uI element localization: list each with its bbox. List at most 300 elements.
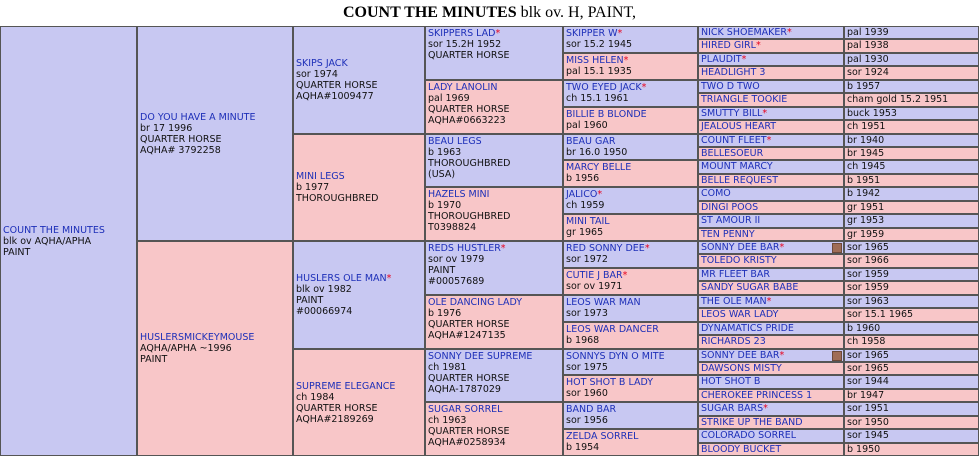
gen6-info-cell	[844, 53, 979, 66]
horse-info: sor 1956	[566, 415, 608, 426]
gen6-info-cell	[844, 429, 979, 443]
horse-name-line	[701, 54, 746, 65]
horse-name-line	[701, 81, 760, 92]
horse-name-link[interactable]: NICK SHOEMAKER	[701, 27, 787, 38]
registry-star: *	[622, 270, 628, 281]
gen6-info-cell	[844, 147, 979, 160]
horse-info: sor 1960	[566, 388, 608, 399]
pedigree-cell-gen5	[563, 53, 698, 80]
gen6-name-cell	[698, 375, 844, 389]
gen6-info-cell	[844, 349, 979, 362]
title-description: blk ov. H, PAINT,	[520, 4, 637, 21]
horse-name-link[interactable]: SUGAR BARS	[701, 403, 764, 414]
horse-name-link[interactable]: LADY LANOLIN	[428, 82, 498, 93]
horse-name-line	[701, 350, 784, 361]
gen6-name-cell	[698, 26, 844, 39]
registry-star: *	[641, 82, 647, 93]
gen6-info-cell	[844, 120, 979, 134]
horse-name-link[interactable]: HOT SHOT B	[701, 376, 761, 387]
horse-name-link[interactable]: DO YOU HAVE A MINUTE	[140, 111, 256, 123]
pedigree-cell-gen4	[425, 134, 563, 187]
horse-name-line	[701, 135, 771, 146]
horse-info: QUARTER HORSE	[428, 104, 510, 115]
horse-info: (USA)	[428, 169, 456, 180]
horse-name-line	[701, 444, 781, 455]
horse-info: sor 1974	[296, 69, 338, 80]
gen6-info-cell	[844, 389, 979, 402]
horse-name-line	[566, 136, 695, 147]
horse-name-line	[566, 243, 695, 254]
gen6-name-cell	[698, 147, 844, 160]
horse-name-line	[296, 273, 422, 284]
horse-name-line	[428, 82, 560, 93]
horse-name-line	[428, 28, 560, 39]
horse-name-line	[701, 148, 763, 159]
horse-name-link[interactable]: SONNY DEE SUPREME	[428, 351, 533, 362]
horse-name-line	[701, 430, 796, 441]
horse-info: b 1960	[847, 323, 881, 334]
horse-name-link[interactable]: SMUTTY BILL	[701, 108, 763, 119]
pedigree-cell-gen5	[563, 295, 698, 322]
pedigree-cell-gen4	[425, 241, 563, 295]
gen6-info-cell	[844, 187, 979, 201]
horse-name-link[interactable]: LEOS WAR LADY	[701, 309, 779, 320]
horse-name-link[interactable]: BEAU GAR	[566, 136, 616, 147]
horse-info: sor 1959	[847, 282, 889, 293]
horse-name-line	[140, 332, 290, 343]
pedigree-cell-gen5	[563, 375, 698, 402]
color-swatch-icon	[832, 351, 842, 361]
horse-name-line	[428, 297, 560, 308]
horse-name-line	[428, 404, 560, 415]
horse-name-line	[296, 171, 422, 182]
horse-name-line	[566, 351, 695, 362]
horse-name-link[interactable]: SKIPPERS LAD	[428, 28, 496, 39]
gen6-name-cell	[698, 349, 844, 362]
horse-name-line	[566, 162, 695, 173]
horse-name-link[interactable]: RED SONNY DEE	[566, 243, 645, 254]
horse-info: sor 15.2H 1952	[428, 39, 502, 50]
gen6-info-cell	[844, 362, 979, 375]
horse-info: pal 1939	[847, 27, 889, 38]
horse-info: QUARTER HORSE	[428, 426, 510, 437]
horse-name-line	[428, 351, 560, 362]
horse-info: AQHA#0258934	[428, 437, 506, 448]
horse-name-link[interactable]: LEOS WAR DANCER	[566, 324, 659, 335]
horse-info: pal 1960	[566, 120, 608, 131]
gen6-name-cell	[698, 362, 844, 375]
horse-info: ch 1959	[566, 200, 605, 211]
pedigree-cell-gen3	[293, 26, 425, 134]
horse-name-link[interactable]: MARCY BELLE	[566, 162, 632, 173]
horse-info: br 1940	[847, 135, 885, 146]
gen6-name-cell	[698, 66, 844, 80]
gen6-info-cell	[844, 281, 979, 295]
horse-info: sor 1972	[566, 254, 608, 265]
gen6-name-cell	[698, 322, 844, 335]
horse-name-link[interactable]: COUNT THE MINUTES	[3, 224, 105, 236]
pedigree-cell-gen5	[563, 160, 698, 187]
gen6-name-cell	[698, 93, 844, 107]
gen6-name-cell	[698, 228, 844, 241]
horse-name-link[interactable]: THE OLE MAN	[701, 296, 767, 307]
horse-info: AQHA#1247135	[428, 330, 506, 341]
horse-info: THOROUGHBRED	[428, 211, 511, 222]
gen6-info-cell	[844, 308, 979, 322]
horse-name-link[interactable]: SONNY DEE BAR	[701, 350, 780, 361]
horse-name-link[interactable]: DYNAMATICS PRIDE	[701, 323, 794, 334]
registry-star: *	[741, 54, 747, 65]
pedigree-cell-gen5	[563, 429, 698, 456]
registry-star: *	[762, 108, 768, 119]
horse-name-link[interactable]: TRIANGLE TOOKIE	[701, 94, 788, 105]
gen6-name-cell	[698, 254, 844, 268]
horse-info: b 1950	[847, 444, 881, 455]
horse-name-line	[566, 55, 695, 66]
horse-info: b 1957	[847, 81, 881, 92]
horse-info: br 16.0 1950	[566, 147, 628, 158]
horse-name-link[interactable]: LEOS WAR MAN	[566, 297, 641, 308]
horse-name-line	[701, 309, 778, 320]
pedigree-cell-gen1	[0, 26, 137, 456]
horse-info: gr 1959	[847, 229, 885, 240]
horse-name-link[interactable]: SUPREME ELEGANCE	[296, 380, 396, 392]
horse-name-line	[296, 381, 422, 392]
horse-name-line	[701, 255, 777, 266]
horse-info: sor 1959	[847, 269, 889, 280]
horse-name-link[interactable]: MINI LEGS	[296, 171, 345, 182]
horse-name-line	[296, 58, 422, 69]
horse-info: QUARTER HORSE	[296, 402, 378, 414]
horse-name-link[interactable]: CUTIE J BAR	[566, 270, 623, 281]
gen6-name-cell	[698, 53, 844, 66]
horse-info: sor 1975	[566, 362, 608, 373]
horse-name-link[interactable]: BELLESOEUR	[701, 148, 764, 159]
horse-name-line	[566, 431, 695, 442]
gen6-name-cell	[698, 160, 844, 174]
gen6-info-cell	[844, 443, 979, 456]
gen6-name-cell	[698, 429, 844, 443]
horse-info: sor ov 1979	[428, 254, 485, 265]
horse-name-line	[140, 112, 290, 123]
horse-info: cham gold 15.2 1951	[847, 94, 949, 105]
horse-name-line	[566, 377, 695, 388]
horse-info: br 17 1996	[140, 122, 193, 134]
horse-name-line	[701, 376, 760, 387]
horse-name-line	[701, 390, 812, 401]
gen6-name-cell	[698, 416, 844, 429]
pedigree-cell-gen4	[425, 187, 563, 241]
horse-info: sor 15.2 1945	[566, 39, 633, 50]
horse-name-link[interactable]: SANDY SUGAR BABE	[701, 282, 799, 293]
horse-name-link[interactable]: DINGI POOS	[701, 202, 759, 213]
pedigree-cell-gen3	[293, 349, 425, 456]
horse-name-link[interactable]: REDS HUSTLER	[428, 243, 501, 254]
horse-info: QUARTER HORSE	[428, 373, 510, 384]
gen6-info-cell	[844, 254, 979, 268]
pedigree-cell-gen3	[293, 134, 425, 241]
horse-name-line	[701, 161, 773, 172]
horse-name-link[interactable]: COMO	[701, 188, 731, 199]
registry-star: *	[623, 55, 629, 66]
horse-name-line	[566, 189, 695, 200]
horse-name-link[interactable]: STRIKE UP THE BAND	[701, 417, 803, 428]
horse-name-link[interactable]: BAND BAR	[566, 404, 617, 415]
gen6-name-cell	[698, 295, 844, 308]
horse-name-line	[701, 363, 782, 374]
gen6-info-cell	[844, 214, 979, 228]
horse-name-line	[701, 296, 771, 307]
horse-name-link[interactable]: TWO D TWO	[701, 81, 760, 92]
horse-name-line	[701, 229, 755, 240]
horse-name-line	[566, 404, 695, 415]
pedigree-cell-gen5	[563, 241, 698, 268]
horse-info: b 1968	[566, 335, 600, 346]
horse-info: sor 1944	[847, 376, 889, 387]
horse-info: buck 1953	[847, 108, 897, 119]
pedigree-cell-gen5	[563, 268, 698, 295]
horse-name-line	[701, 40, 761, 51]
horse-name-line	[566, 297, 695, 308]
gen6-name-cell	[698, 120, 844, 134]
horse-name-link[interactable]: SUGAR SORREL	[428, 404, 503, 415]
gen6-name-cell	[698, 335, 844, 349]
horse-name-link[interactable]: SONNYS DYN O MITE	[566, 351, 665, 362]
horse-info: pal 1969	[428, 93, 470, 104]
horse-name-line	[701, 94, 787, 105]
horse-info: AQHA/APHA ~1996	[140, 343, 232, 354]
horse-info: gr 1965	[566, 227, 604, 238]
horse-name-link[interactable]: ST AMOUR II	[701, 215, 761, 226]
horse-info: sor 1963	[847, 296, 889, 307]
horse-info: AQHA-1787029	[428, 384, 501, 395]
horse-name-line	[701, 188, 731, 199]
gen6-info-cell	[844, 201, 979, 214]
horse-info: ch 1984	[296, 391, 335, 403]
gen6-name-cell	[698, 187, 844, 201]
horse-name-line	[428, 243, 560, 254]
horse-name-line	[566, 28, 695, 39]
horse-name-line	[701, 323, 794, 334]
gen6-info-cell	[844, 80, 979, 93]
pedigree-cell-gen2	[137, 241, 293, 456]
horse-info: ch 1951	[847, 121, 886, 132]
horse-name-link[interactable]: HUSLERS OLE MAN	[296, 273, 387, 284]
gen6-info-cell	[844, 268, 979, 281]
horse-info: sor 1973	[566, 308, 608, 319]
horse-info: sor 1951	[847, 403, 889, 414]
horse-name-link[interactable]: BILLIE B BLONDE	[566, 109, 647, 120]
horse-info: #00066974	[296, 306, 353, 317]
horse-info: gr 1951	[847, 202, 885, 213]
horse-name-line	[701, 242, 784, 253]
horse-info: QUARTER HORSE	[140, 133, 222, 145]
horse-name-line	[701, 175, 778, 186]
horse-info: sor 1965	[847, 242, 889, 253]
horse-info: PAINT	[3, 246, 31, 258]
horse-info: #00057689	[428, 276, 485, 287]
horse-name-link[interactable]: BLOODY BUCKET	[701, 444, 782, 455]
gen6-name-cell	[698, 214, 844, 228]
horse-info: blk ov AQHA/APHA	[3, 235, 92, 247]
horse-info: br 1945	[847, 148, 885, 159]
horse-info: PAINT	[296, 295, 324, 306]
gen6-info-cell	[844, 134, 979, 147]
gen6-name-cell	[698, 308, 844, 322]
gen6-info-cell	[844, 26, 979, 39]
horse-name-link[interactable]: BELLE REQUEST	[701, 175, 778, 186]
horse-info: sor 1924	[847, 67, 889, 78]
horse-name-link[interactable]: ZELDA SORREL	[566, 431, 639, 442]
horse-name-line	[701, 336, 766, 347]
horse-name-line	[701, 282, 798, 293]
gen6-name-cell	[698, 107, 844, 120]
pedigree-cell-gen4	[425, 402, 563, 456]
registry-star: *	[786, 27, 792, 38]
gen6-name-cell	[698, 174, 844, 187]
horse-info: pal 1938	[847, 40, 889, 51]
registry-star: *	[617, 28, 623, 39]
pedigree-cell-gen5	[563, 26, 698, 53]
registry-star: *	[386, 273, 392, 284]
pedigree-cell-gen4	[425, 26, 563, 80]
horse-name-link[interactable]: JEALOUS HEART	[701, 121, 777, 132]
horse-info: T0398824	[428, 222, 477, 233]
horse-name-link[interactable]: PLAUDIT	[701, 54, 742, 65]
horse-name-link[interactable]: MINI TAIL	[566, 216, 610, 227]
horse-name-link[interactable]: SONNY DEE BAR	[701, 242, 780, 253]
gen6-name-cell	[698, 389, 844, 402]
horse-name-line	[566, 109, 695, 120]
gen6-info-cell	[844, 416, 979, 429]
horse-name-link[interactable]: SKIPS JACK	[296, 58, 348, 69]
pedigree-cell-gen4	[425, 295, 563, 349]
gen6-info-cell	[844, 160, 979, 174]
color-swatch-icon	[832, 243, 842, 253]
horse-info: AQHA#0663223	[428, 115, 506, 126]
horse-name-link[interactable]: DAWSONS MISTY	[701, 363, 782, 374]
horse-info: b 1963	[428, 147, 462, 158]
horse-info: b 1951	[847, 175, 881, 186]
horse-info: PAINT	[428, 265, 456, 276]
horse-info: b 1942	[847, 188, 881, 199]
gen6-info-cell	[844, 93, 979, 107]
horse-name-line	[566, 270, 695, 281]
horse-name-link[interactable]: COLORADO SORREL	[701, 430, 797, 441]
horse-name-link[interactable]: RICHARDS 23	[701, 336, 766, 347]
horse-name-link[interactable]: MOUNT MARCY	[701, 161, 773, 172]
gen6-name-cell	[698, 241, 844, 254]
gen6-name-cell	[698, 201, 844, 214]
gen6-info-cell	[844, 174, 979, 187]
horse-name-line	[428, 189, 560, 200]
horse-name-link[interactable]: MR FLEET BAR	[701, 269, 771, 280]
horse-name-line	[701, 202, 758, 213]
horse-name-link[interactable]: CHEROKEE PRINCESS 1	[701, 390, 813, 401]
horse-info: b 1954	[566, 442, 600, 453]
horse-info: THOROUGHBRED	[296, 193, 379, 204]
horse-name-link[interactable]: COUNT FLEET	[701, 135, 767, 146]
gen6-name-cell	[698, 268, 844, 281]
gen6-info-cell	[844, 107, 979, 120]
horse-name-link[interactable]: HEADLIGHT 3	[701, 67, 766, 78]
horse-info: pal 1930	[847, 54, 889, 65]
gen6-name-cell	[698, 402, 844, 416]
horse-name-link[interactable]: HOT SHOT B LADY	[566, 377, 654, 388]
pedigree-cell-gen5	[563, 80, 698, 107]
gen6-name-cell	[698, 443, 844, 456]
horse-info: THOROUGHBRED	[428, 158, 511, 169]
pedigree-cell-gen5	[563, 187, 698, 214]
gen6-info-cell	[844, 66, 979, 80]
horse-name-line	[701, 269, 770, 280]
registry-star: *	[644, 243, 650, 254]
horse-name-line	[566, 82, 695, 93]
pedigree-cell-gen5	[563, 214, 698, 241]
horse-info: b 1970	[428, 200, 462, 211]
gen6-info-cell	[844, 335, 979, 349]
horse-name-link[interactable]: JALICO	[566, 189, 598, 200]
horse-name-link[interactable]: TWO EYED JACK	[566, 82, 642, 93]
horse-name-line	[701, 67, 765, 78]
horse-info: gr 1953	[847, 215, 885, 226]
horse-info: QUARTER HORSE	[428, 50, 510, 61]
registry-star: *	[779, 242, 785, 253]
pedigree-title	[0, 0, 979, 26]
horse-name-link[interactable]: TEN PENNY	[701, 229, 755, 240]
horse-info: PAINT	[140, 354, 168, 365]
pedigree-chart	[0, 26, 979, 456]
gen6-info-cell	[844, 402, 979, 416]
horse-info: b 1977	[296, 182, 330, 193]
pedigree-cell-gen2	[137, 26, 293, 241]
title-horse-name: COUNT THE MINUTES	[342, 4, 517, 21]
horse-name-link[interactable]: SKIPPER W	[566, 28, 618, 39]
horse-name-link[interactable]: HIRED GIRL	[701, 40, 756, 51]
gen6-info-cell	[844, 322, 979, 335]
gen6-info-cell	[844, 39, 979, 53]
pedigree-cell-gen5	[563, 322, 698, 349]
horse-name-link[interactable]: TOLEDO KRISTY	[701, 255, 777, 266]
horse-info: b 1956	[566, 173, 600, 184]
horse-info: ch 1981	[428, 362, 467, 373]
horse-name-line	[3, 225, 134, 236]
horse-info: ch 15.1 1961	[566, 93, 629, 104]
horse-name-link[interactable]: BEAU LEGS	[428, 136, 482, 147]
registry-star: *	[766, 135, 772, 146]
horse-info: ch 1963	[428, 415, 467, 426]
gen6-info-cell	[844, 375, 979, 389]
pedigree-cell-gen5	[563, 402, 698, 429]
horse-info: sor ov 1971	[566, 281, 623, 292]
horse-name-line	[701, 121, 776, 132]
gen6-info-cell	[844, 295, 979, 308]
gen6-info-cell	[844, 228, 979, 241]
horse-name-link[interactable]: MISS HELEN	[566, 55, 624, 66]
horse-name-link[interactable]: OLE DANCING LADY	[428, 297, 523, 308]
registry-star: *	[779, 350, 785, 361]
registry-star: *	[755, 40, 761, 51]
registry-star: *	[500, 243, 506, 254]
horse-name-line	[701, 417, 803, 428]
horse-info: ch 1958	[847, 336, 886, 347]
horse-info: sor 1945	[847, 430, 889, 441]
horse-name-link[interactable]: HAZELS MINI	[428, 189, 490, 200]
horse-name-line	[428, 136, 560, 147]
pedigree-cell-gen3	[293, 241, 425, 349]
gen6-name-cell	[698, 281, 844, 295]
horse-name-link[interactable]: HUSLERSMICKEYMOUSE	[140, 332, 255, 343]
